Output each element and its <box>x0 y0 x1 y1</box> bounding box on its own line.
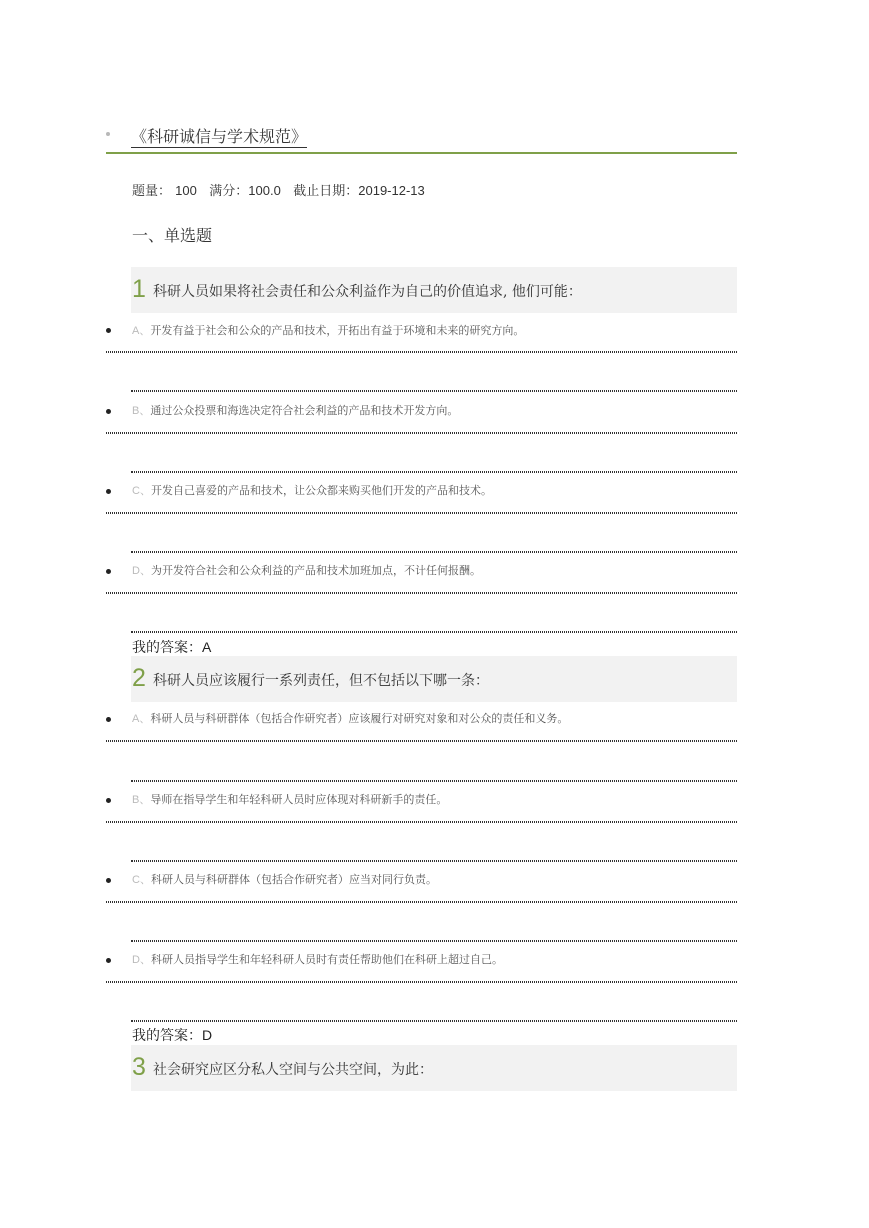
question-number: 1 <box>132 275 146 303</box>
deadline-label: 截止日期： <box>293 184 359 199</box>
option-d[interactable] <box>132 564 481 578</box>
count-label: 题量： <box>132 184 172 199</box>
bullet-icon <box>106 958 111 963</box>
divider <box>131 471 737 473</box>
score-label: 满分： <box>209 184 249 199</box>
option-letter: A、 <box>132 325 151 337</box>
option-b[interactable] <box>132 793 447 807</box>
answer-label: 我的答案： <box>132 640 202 656</box>
divider <box>106 901 737 903</box>
divider <box>131 780 737 782</box>
option-letter: D、 <box>132 954 151 966</box>
option-text: 科研人员与科研群体（包括合作研究者）应该履行对研究对象和对公众的责任和义务。 <box>150 712 569 725</box>
option-c[interactable] <box>132 484 492 498</box>
deadline-value: 2019-12-13 <box>358 183 425 198</box>
option-text: 科研人员与科研群体（包括合作研究者）应当对同行负责。 <box>150 873 437 886</box>
divider <box>106 740 737 742</box>
divider <box>131 551 737 553</box>
divider <box>106 512 737 514</box>
option-text: 开发有益于社会和公众的产品和技术，开拓出有益于环境和未来的研究方向。 <box>150 324 525 337</box>
option-letter: C、 <box>132 485 151 497</box>
option-text: 科研人员指导学生和年轻科研人员时有责任帮助他们在科研上超过自己。 <box>150 953 503 966</box>
answer-value: D <box>202 1027 213 1043</box>
question-text: 科研人员如果将社会责任和公众利益作为自己的价值追求, 他们可能： <box>153 284 582 300</box>
option-letter: A、 <box>132 713 151 725</box>
option-text: 为开发符合社会和公众利益的产品和技术加班加点，不计任何报酬。 <box>150 564 481 577</box>
bullet-icon <box>106 132 110 136</box>
divider <box>106 821 737 823</box>
document-title-row <box>106 126 737 154</box>
divider <box>106 592 737 594</box>
bullet-icon <box>106 328 111 333</box>
option-letter: C、 <box>132 874 151 886</box>
option-letter: B、 <box>132 794 151 806</box>
question-header <box>131 1045 737 1091</box>
option-text: 开发自己喜爱的产品和技术，让公众都来购买他们开发的产品和技术。 <box>150 484 492 497</box>
score-value: 100.0 <box>248 183 281 198</box>
section-title: 一、单选题 <box>132 226 213 245</box>
divider <box>131 631 737 633</box>
divider <box>106 981 737 983</box>
bullet-icon <box>106 798 111 803</box>
divider <box>131 1020 737 1022</box>
document-title[interactable]: 《科研诚信与学术规范》 <box>131 127 308 146</box>
option-c[interactable] <box>132 873 437 887</box>
question-text: 科研人员应该履行一系列责任，但不包括以下哪一条： <box>153 673 489 689</box>
option-text: 通过公众投票和海选决定符合社会利益的产品和技术开发方向。 <box>150 404 459 417</box>
option-letter: B、 <box>132 405 151 417</box>
my-answer <box>132 1025 212 1045</box>
divider <box>131 860 737 862</box>
question-number: 2 <box>132 664 146 692</box>
bullet-icon <box>106 489 111 494</box>
option-a[interactable] <box>132 712 568 726</box>
answer-label: 我的答案： <box>132 1028 202 1044</box>
question-header <box>131 656 737 702</box>
quiz-meta <box>132 180 425 199</box>
question-text: 社会研究应区分私人空间与公共空间，为此： <box>153 1062 433 1078</box>
divider <box>106 432 737 434</box>
answer-value: A <box>202 639 212 655</box>
option-d[interactable] <box>132 953 503 967</box>
bullet-icon <box>106 878 111 883</box>
bullet-icon <box>106 409 111 414</box>
divider <box>131 940 737 942</box>
option-b[interactable] <box>132 404 458 418</box>
divider <box>106 351 737 353</box>
count-value: 100 <box>175 183 197 198</box>
option-text: 导师在指导学生和年轻科研人员时应体现对科研新手的责任。 <box>150 793 448 806</box>
my-answer <box>132 637 211 657</box>
question-number: 3 <box>132 1053 146 1081</box>
option-a[interactable] <box>132 324 524 338</box>
option-letter: D、 <box>132 565 151 577</box>
bullet-icon <box>106 717 111 722</box>
bullet-icon <box>106 569 111 574</box>
question-header <box>131 267 737 313</box>
divider <box>131 390 737 392</box>
